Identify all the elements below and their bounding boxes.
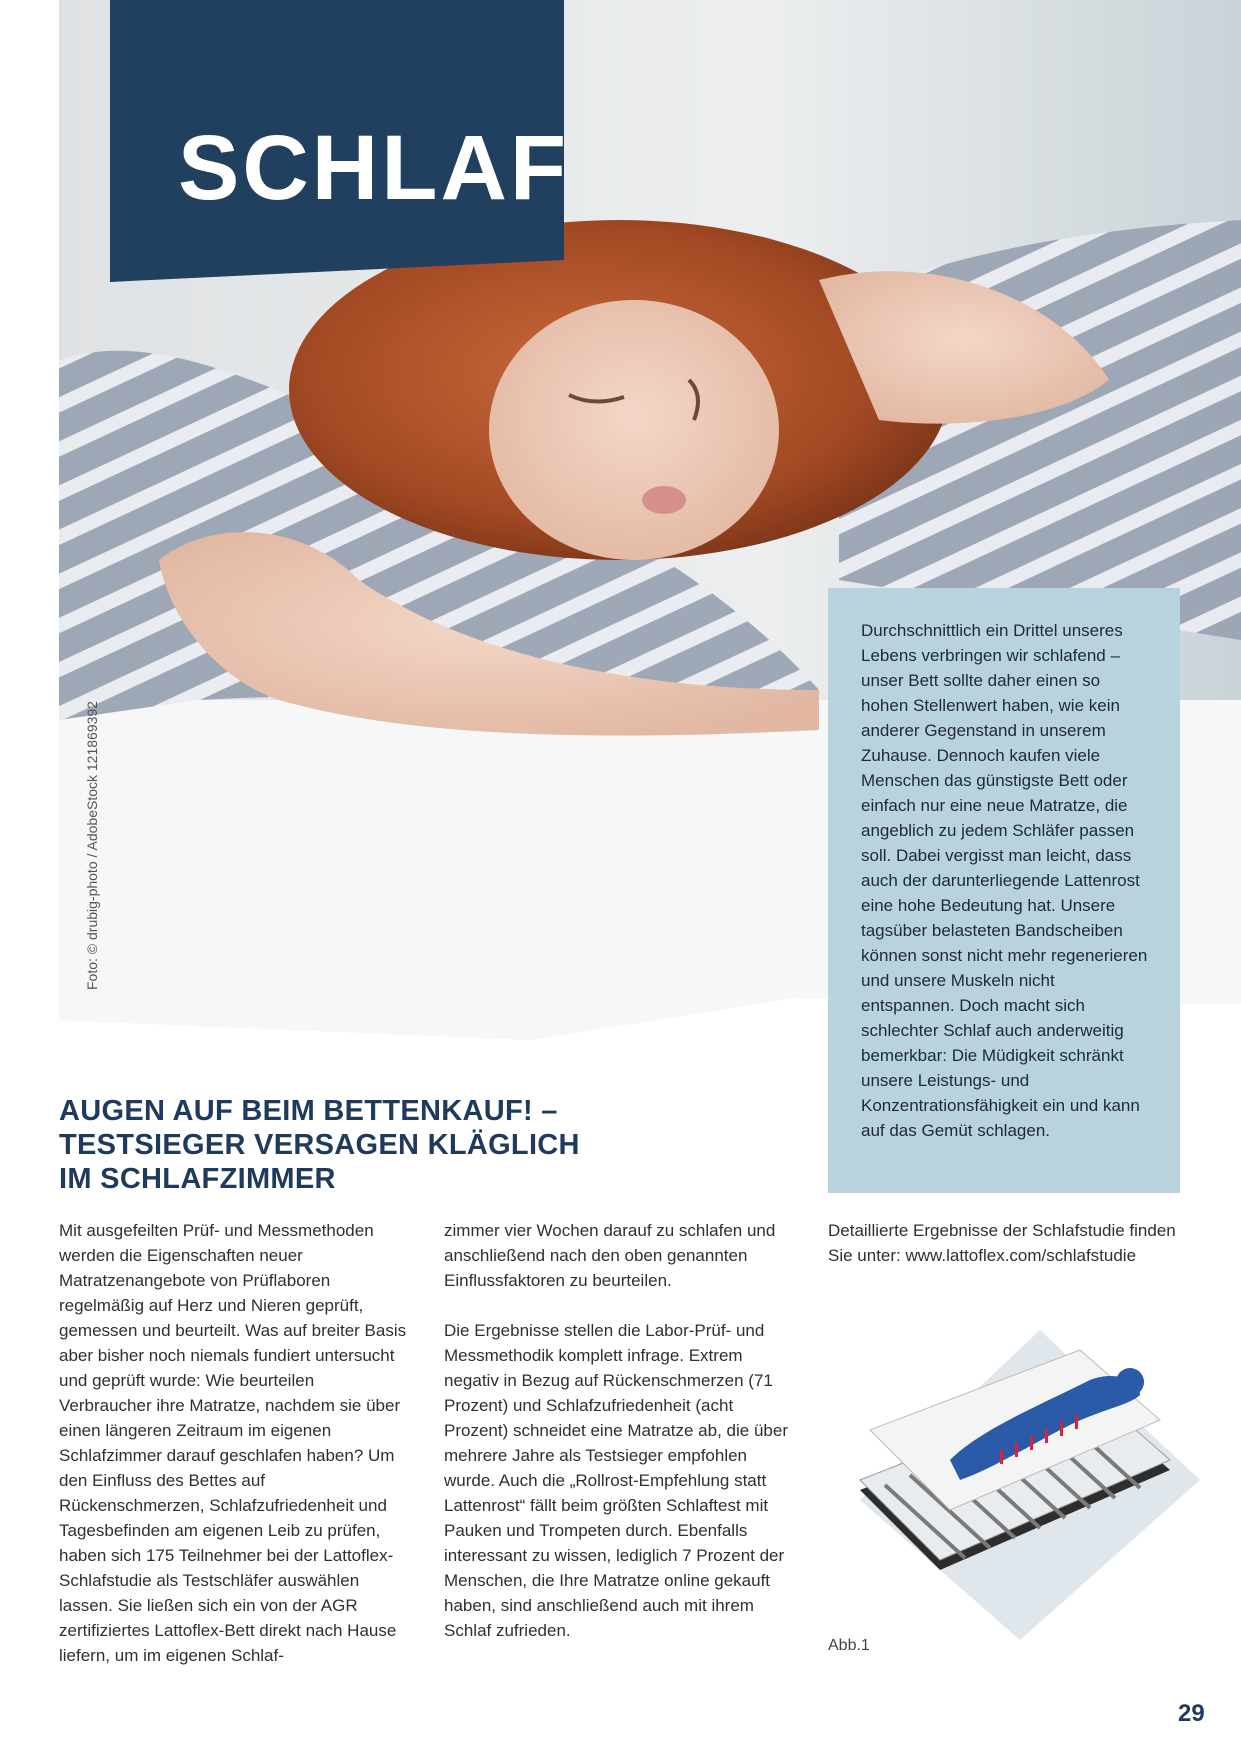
body-column-3	[828, 1218, 1188, 1293]
photo-credit: Foto: © drubig-photo / AdobeStock 121869392	[84, 701, 100, 990]
article-headline	[59, 1094, 779, 1196]
headline-line-1: AUGEN AUF BEIM BETTENKAUF! –	[59, 1095, 558, 1127]
figure-caption: Abb.1	[828, 1637, 870, 1654]
body-paragraph: Die Ergebnisse stellen die Labor-Prüf- und Messmethodik komplett infrage. Extrem negativ in Bezug auf Rückenschmerzen (71 Prozent) und Schlafzufriedenheit (acht Prozent) schneidet eine Matratze ab, die über mehrere Jahre als Testsieger empfohlen wurde. Auch die „Rollrost-Empfehlung statt Lattenrost“ fällt beim größten Schlaftest mit Pauken und Trompeten durch. Ebenfalls interessant zu wissen, lediglich 7 Prozent der Menschen, die Ihre Matratze online gekauft haben, sind anschließend auch mit ihrem Schlaf zufrieden.	[444, 1321, 788, 1640]
section-title: SCHLAF	[178, 117, 570, 219]
page-number: 29	[1178, 1700, 1205, 1727]
headline-line-3: IM SCHLAFZIMMER	[59, 1163, 336, 1195]
body-paragraph: zimmer vier Wochen darauf zu schlafen und anschließend nach den oben genannten Einflussfaktoren zu beurteilen.	[444, 1221, 776, 1290]
study-link-text: Detaillierte Ergebnisse der Schlafstudie finden Sie unter: www.lattoflex.com/schlafstudie	[828, 1221, 1176, 1265]
headline-line-2: TESTSIEGER VERSAGEN KLÄGLICH	[59, 1129, 580, 1161]
teaser-box	[828, 588, 1180, 1193]
body-column-1	[59, 1218, 409, 1693]
bed-frame-figure	[840, 1310, 1200, 1640]
bed-slatted-frame-illustration	[840, 1310, 1200, 1640]
body-paragraph: Mit ausgefeilten Prüf- und Messmethoden werden die Eigenschaften neuer Matratzenangebote von Prüflaboren regelmäßig auf Herz und Nieren geprüft, gemessen und beurteilt. Was auf breiter Basis aber bisher noch niemals fundiert untersucht und geprüft wurde: Wie beurteilen Verbraucher ihre Matratze, nachdem sie über einen längeren Zeitraum im eigenen Schlafzimmer darauf geschlafen haben? Um den Einfluss des Bettes auf Rückenschmerzen, Schlafzufriedenheit und Tagesbefinden am eigenen Leib zu prüfen, haben sich 175 Teilnehmer bei der Lattoflex-Schlafstudie als Testschläfer auswählen lassen. Sie ließen sich ein von der AGR zertifiziertes Lattoflex-Bett direkt nach Hause liefern, um im eigenen Schlaf-	[59, 1221, 407, 1665]
teaser-text: Durchschnittlich ein Drittel unseres Lebens verbringen wir schlafend – unser Bett sollte daher einen so hohen Stellenwert haben, wie kein anderer Gegenstand in unserem Zuhause. Dennoch kaufen viele Menschen das günstigste Bett oder einfach nur eine neue Matratze, die angeblich zu jedem Schläfer passen soll. Dabei vergisst man leicht, dass auch der darunterliegende Lattenrost eine hohe Bedeutung hat. Unsere tagsüber belasteten Bandscheiben können sonst nicht mehr regenerieren und unsere Muskeln nicht entspannen. Doch macht sich schlechter Schlaf auch anderweitig bemerkbar: Die Müdigkeit schränkt unsere Leistungs- und Konzentrationsfähigkeit ein und kann auf das Gemüt schlagen.	[861, 621, 1148, 1140]
body-column-2	[444, 1218, 794, 1668]
